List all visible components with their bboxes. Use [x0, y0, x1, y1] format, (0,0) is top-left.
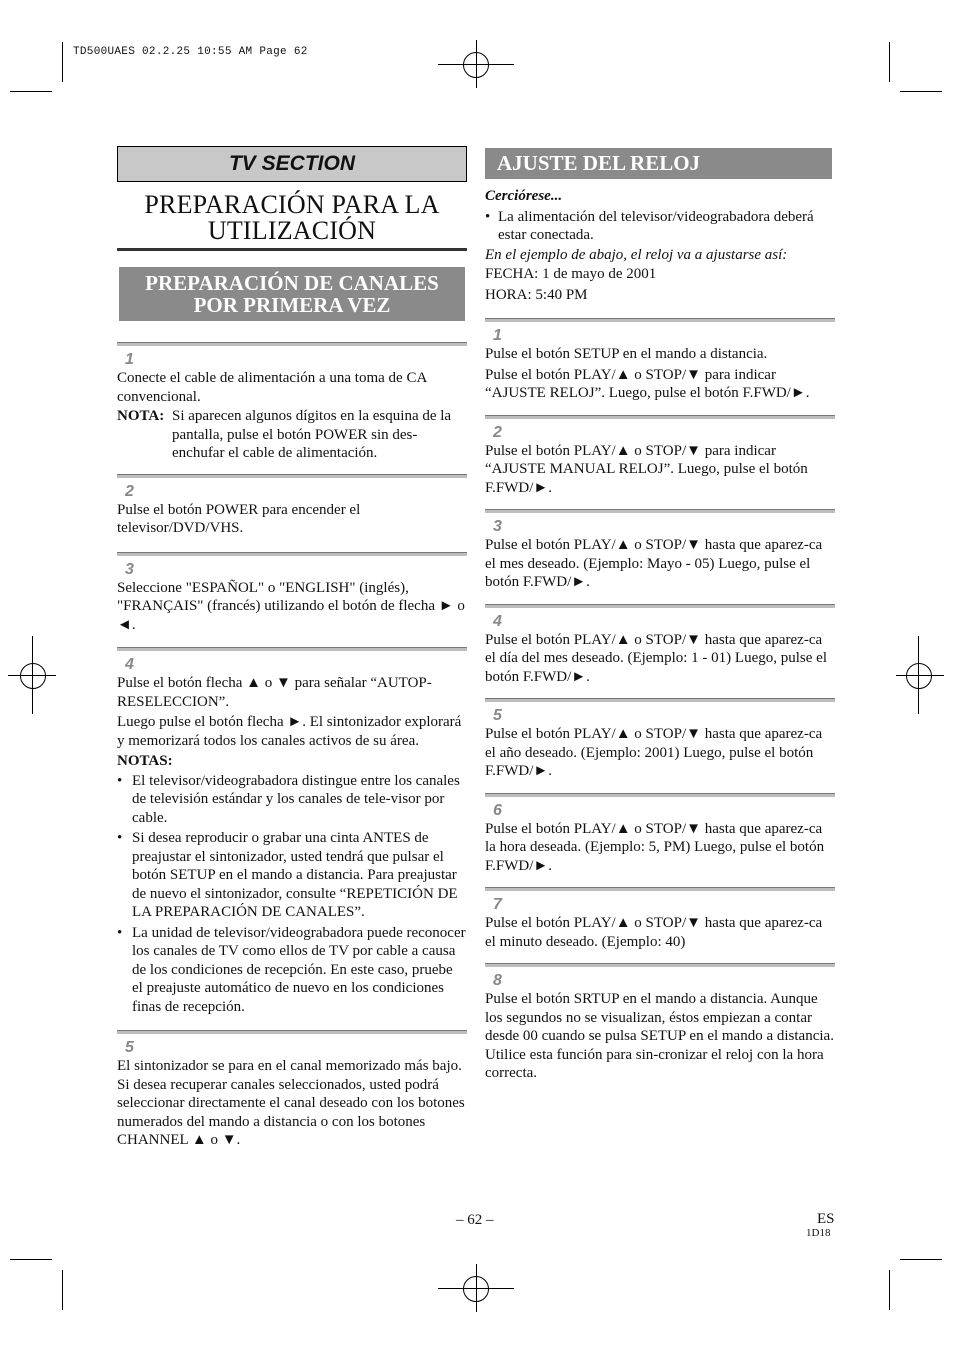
note-bullet	[117, 772, 467, 828]
crop-mark	[62, 42, 63, 82]
right-step-6	[485, 793, 835, 876]
step-number: 8	[493, 972, 502, 989]
step-number: 2	[125, 482, 134, 500]
left-step-3	[117, 552, 467, 635]
bullet-text: Si desea reproducir o grabar una cinta ANTES de preajustar el sintonizador, usted tendrá que pulsar el botón SETUP en el mando a distancia. Para preajustar de nuevo el sintonizador, consulte “REPETICIÓN DE LA PREPARACIÓN DE CANALES”.	[132, 830, 458, 920]
registration-mark-left	[20, 663, 46, 689]
step-text-2: Pulse el botón PLAY/▲ o STOP/▼ para indicar “AJUSTE RELOJ”. Luego, pulse el botón F.FWD/►.	[485, 366, 810, 401]
page-title-line1: PREPARACIÓN PARA LA	[144, 190, 440, 219]
step-rule	[117, 647, 467, 651]
example-time: HORA: 5:40 PM	[485, 286, 588, 303]
left-column	[117, 146, 467, 1150]
page-title-line2: UTILIZACIÓN	[207, 216, 377, 245]
left-step-2	[117, 474, 467, 538]
step-rule	[485, 604, 835, 608]
step-text: Pulse el botón PLAY/▲ o STOP/▼ hasta que aparez-ca el mes deseado. (Ejemplo: Mayo - 05) Luego, pulse el botón F.FWD/►.	[485, 537, 823, 590]
step-text: Pulse el botón PLAY/▲ o STOP/▼ hasta que aparez-ca el día del mes deseado. (Ejemplo: 1 - 01) Luego, pulse el botón F.FWD/►.	[485, 631, 827, 685]
step-rule	[485, 963, 835, 967]
step-rule	[117, 474, 467, 478]
step-text: Pulse el botón PLAY/▲ o STOP/▼ hasta que aparez-ca el año deseado. (Ejemplo: 2001) Luego, pulse el botón F.FWD/►.	[485, 726, 823, 779]
title-rule	[117, 248, 467, 251]
registration-line	[32, 636, 33, 714]
step-text: Conecte el cable de alimentación a una toma de CA convencional.	[117, 370, 427, 405]
right-step-3	[485, 509, 835, 592]
right-step-4	[485, 604, 835, 687]
step-text: Pulse el botón SETUP en el mando a distancia.	[485, 346, 768, 362]
crop-mark	[10, 1259, 52, 1260]
step-note	[117, 407, 467, 463]
registration-mark-right	[906, 663, 932, 689]
step-rule	[485, 415, 835, 419]
check-label: Cerciórese...	[485, 188, 563, 204]
step-number: 5	[125, 1039, 134, 1056]
section-title-line1: PREPARACIÓN DE CANALES	[145, 271, 439, 295]
language-code: ES	[817, 1211, 835, 1227]
bullet-dot: •	[117, 772, 123, 789]
step-number: 4	[493, 612, 502, 630]
registration-line	[476, 1264, 477, 1312]
step-number: 3	[493, 518, 502, 535]
step-number: 2	[493, 423, 502, 441]
step-text: Pulse el botón PLAY/▲ o STOP/▼ hasta que aparez-ca la hora deseada. (Ejemplo: 5, PM) Luego, pulse el botón F.FWD/►.	[485, 820, 825, 874]
bullet-text: El televisor/videograbadora distingue entre los canales de televisión estándar y los canales de tele-visor por cable.	[132, 772, 460, 826]
step-number: 7	[493, 896, 502, 913]
crop-mark	[889, 42, 890, 82]
crop-mark	[889, 1270, 890, 1310]
step-text: Pulse el botón PLAY/▲ o STOP/▼ hasta que aparez-ca el minuto deseado. (Ejemplo: 40)	[485, 915, 823, 950]
step-text: Pulse el botón flecha ▲ o ▼ para señalar “AUTOP-RESELECCION”.	[117, 675, 432, 710]
step-text: Pulse el botón PLAY/▲ o STOP/▼ para indicar “AJUSTE MANUAL RELOJ”. Luego, pulse el botón F.FWD/►.	[485, 442, 808, 496]
section-title-reloj: AJUSTE DEL RELOJ	[485, 148, 832, 179]
crop-mark	[900, 91, 942, 92]
bullet-dot: •	[117, 924, 123, 941]
step-rule	[485, 509, 835, 513]
example-intro: En el ejemplo de abajo, el reloj va a ajustarse así:	[485, 246, 788, 263]
right-column	[485, 148, 835, 1083]
note-bullet	[117, 829, 467, 922]
page-title	[117, 192, 467, 244]
left-step-4	[117, 647, 467, 1016]
step-text-2: Luego pulse el botón flecha ►. El sintonizador explorará y memorizará todos los canales activos de su área.	[117, 714, 462, 749]
step-number: 1	[493, 327, 502, 344]
right-step-7	[485, 887, 835, 951]
right-step-5	[485, 698, 835, 781]
bullet-text: La alimentación del televisor/videograbadora deberá estar conectada.	[498, 208, 814, 243]
step-text: El sintonizador se para en el canal memorizado más bajo. Si desea recuperar canales seleccionados, usted podrá seleccionar directamente el canal deseado con los botones numerados del mando a distancia o con los botones CHANNEL ▲ o ▼.	[117, 1058, 465, 1148]
note-text: Si aparecen algunos dígitos en la esquina de la pantalla, pulse el botón POWER sin des-enchufar el cable de alimentación.	[172, 408, 452, 461]
page-number: – 62 –	[456, 1212, 494, 1228]
notes-label: NOTAS:	[117, 753, 173, 769]
section-title-line2: POR PRIMERA VEZ	[193, 293, 391, 317]
registration-line	[918, 636, 919, 714]
tv-section-label: TV SECTION	[117, 146, 467, 182]
section-title-canales	[119, 267, 465, 321]
bullet-text: La unidad de televisor/videograbadora puede reconocer los canales de TV como ellos de TV por cable a causa de los condiciones de recepción. En este caso, pruebe el preajuste automático de nuevo en los condiciones finas de recepción.	[132, 924, 466, 1015]
left-step-5	[117, 1030, 467, 1150]
left-step-1	[117, 342, 467, 463]
step-text: Pulse el botón POWER para encender el televisor/DVD/VHS.	[117, 501, 361, 536]
right-step-8	[485, 963, 835, 1083]
step-number: 3	[125, 560, 134, 578]
step-text: Seleccione "ESPAÑOL" o "ENGLISH" (inglés), "FRANÇAIS" (francés) utilizando el botón de flecha ► o ◄.	[117, 579, 465, 633]
step-number: 1	[125, 351, 134, 368]
check-bullet	[485, 208, 835, 245]
document-code: 1D18	[806, 1227, 831, 1239]
print-slug: TD500UAES 02.2.25 10:55 AM Page 62	[73, 46, 308, 58]
registration-line	[896, 675, 944, 676]
step-rule	[485, 793, 835, 797]
right-step-2	[485, 415, 835, 498]
crop-mark	[62, 1270, 63, 1310]
note-bullet	[117, 924, 467, 1017]
step-rule	[485, 698, 835, 702]
right-step-1	[485, 318, 835, 403]
step-rule	[117, 1030, 467, 1034]
step-text: Pulse el botón SRTUP en el mando a distancia. Aunque los segundos no se visualizan, éstos empiezan a contar desde 00 cuando se pulsa SETUP en el mando a distancia. Utilice esta función para sin-cronizar el reloj con la hora correcta.	[485, 991, 834, 1081]
step-rule	[485, 318, 835, 322]
step-rule	[117, 552, 467, 556]
step-number: 6	[493, 801, 502, 819]
bullet-dot: •	[485, 208, 491, 225]
step-number: 5	[493, 707, 502, 724]
step-rule	[485, 887, 835, 891]
bullet-dot: •	[117, 830, 123, 846]
example-date: FECHA: 1 de mayo de 2001	[485, 266, 657, 282]
crop-mark	[10, 91, 52, 92]
step-rule	[117, 342, 467, 346]
crop-mark	[900, 1259, 942, 1260]
step-number: 4	[125, 656, 134, 673]
registration-line	[476, 40, 477, 88]
note-label: NOTA:	[117, 408, 165, 424]
